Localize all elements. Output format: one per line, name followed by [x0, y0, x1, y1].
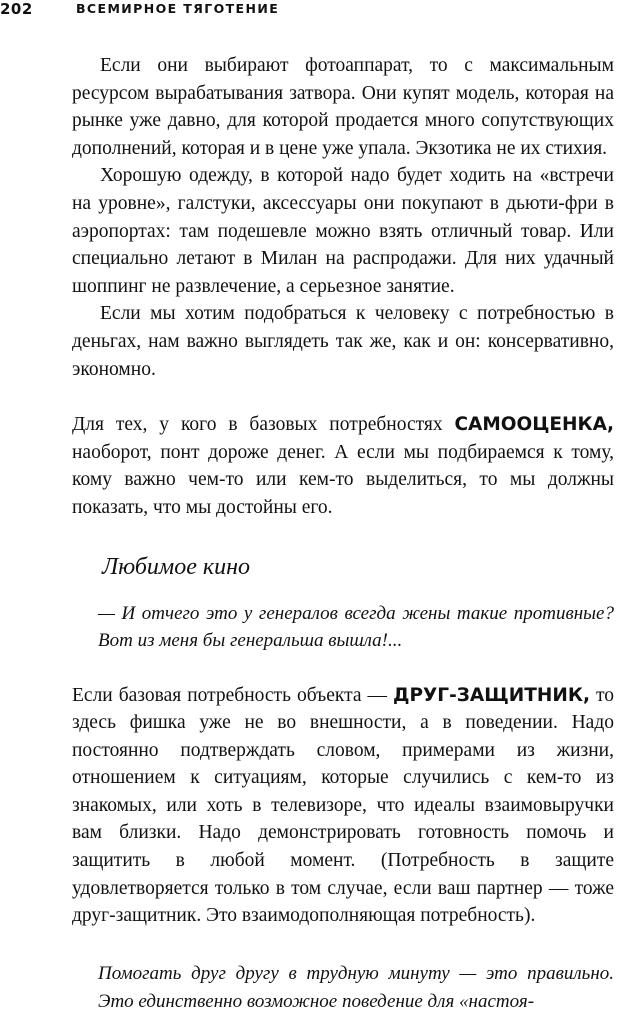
paragraph-clothing: Хорошую одежду, в которой надо будет ходить на «встречи на уровне», галстуки, аксессуары они покупают в дьюти-фри в аэропортах: там подешевле можно взять отличный товар. Или специально летают в Милан на распродажи. Для них удачный шоппинг не развлечение, а серьезное занятие. — [72, 165, 614, 297]
paragraph-self-esteem — [72, 411, 614, 521]
paragraph-friend-protector-rest: то здесь фишка уже не во внешности, а в поведении. Надо постоянно подтверждать словом, примерами из жизни, отношением к ситуациям, которые случились с кем-то из знакомых, или хоть в телевизоре, что идеалы взаимовыручки вам близки. Надо демонстрировать готовность помочь и защитить в любой момент. (Потребность в защите удовлетворяется только в том случае, если ваш партнер — тоже друг-защитник. Это взаимодополняющая потребность). — [72, 684, 614, 927]
paragraph-friend-protector-lead: Если базовая потребность объекта — — [72, 684, 393, 706]
section-title: Любимое кино — [102, 553, 251, 580]
paragraph-friend-protector — [72, 682, 614, 930]
running-head: ВСЕМИРНОЕ ТЯГОТЕНИЕ — [76, 1, 280, 16]
italic-closing-text: Помогать друг другу в трудную минуту — это правильно. Это единственно возможное поведение для «настоя- — [98, 962, 614, 1012]
movie-quote: — И отчего это у генералов всегда жены такие противные? Вот из меня бы генеральша вышла!... — [98, 602, 614, 651]
paragraph-camera: Если они выбирают фотоаппарат, то с максимальным ресурсом вырабатывания затвора. Они купят модель, которая на рынке уже давно, для которой продается много сопутствующих дополнений, которая и в цене уже упала. Экзотика не их стихия. — [72, 55, 614, 159]
paragraph-self-esteem-lead: Для тех, у кого в базовых потребностях — [72, 414, 455, 436]
page-header — [0, 0, 620, 24]
term-friend-protector: ДРУГ-ЗАЩИТНИК, — [393, 684, 590, 706]
paragraph-self-esteem-rest: наоборот, понт дороже денег. А если мы подбираемся к тому, кому важно чем-то или кем-то выделиться, то мы должны показать, что мы достойны его. — [72, 441, 614, 518]
paragraph-money-need: Если мы хотим подобраться к человеку с потребностью в деньгах, нам важно выглядеть так же, как и он: консервативно, экономно. — [72, 303, 614, 380]
page-body — [72, 52, 614, 1016]
term-self-esteem: САМООЦЕНКА, — [454, 414, 614, 436]
page-number: 202 — [0, 0, 33, 18]
